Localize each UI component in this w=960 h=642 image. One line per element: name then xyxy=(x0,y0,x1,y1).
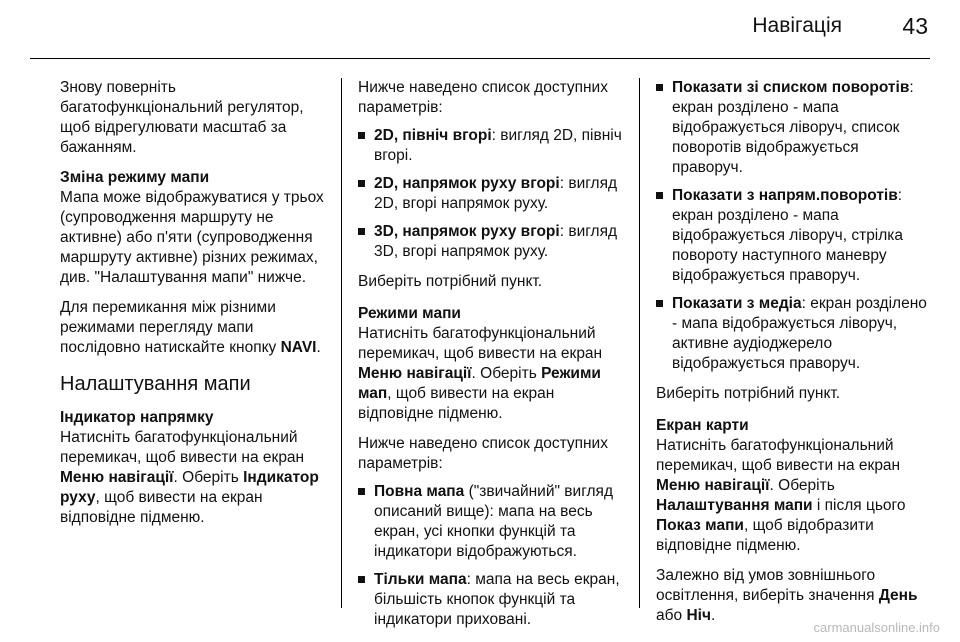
text-run: Натисніть багатофункціональний перемикач, щоб вивести на екран xyxy=(656,437,901,474)
options-list-split-views xyxy=(656,78,932,374)
bullet-square-icon xyxy=(358,180,365,187)
text-run: ("звичайний" вигляд описаний вище): мапа на весь екран, усі кнопки функцій та індикатори відображуються. xyxy=(374,483,613,560)
paragraph: Виберіть потрібний пункт. xyxy=(656,385,841,402)
page-title: Навігація xyxy=(752,14,842,37)
list-item xyxy=(656,186,932,286)
bullet-square-icon xyxy=(656,192,663,199)
bold-term: 3D, напрямок руху вгорі xyxy=(374,223,560,240)
bold-term: Меню навігації xyxy=(60,469,174,486)
bullet-square-icon xyxy=(358,576,365,583)
subheading-map-modes: Режими мапи xyxy=(358,305,461,322)
text-run: , щоб вивести на екран відповідне підменю. xyxy=(60,489,263,526)
column-divider-2 xyxy=(639,78,640,608)
text-run: . Оберіть xyxy=(769,477,835,494)
text-run: Залежно від умов зовнішнього освітлення, виберіть значення xyxy=(656,567,879,604)
bold-term: Показати зі списком поворотів xyxy=(672,79,910,96)
section-heading-map-settings: Налаштування мапи xyxy=(60,373,251,395)
list-item xyxy=(358,174,630,214)
text-run: : вигляд 2D, вгорі напрямок руху. xyxy=(374,175,618,212)
bold-term: 2D, напрямок руху вгорі xyxy=(374,175,560,192)
text-column-2 xyxy=(358,78,630,640)
paragraph xyxy=(358,324,630,424)
bold-term: Індикатор руху xyxy=(60,469,319,506)
text-column-3 xyxy=(656,78,932,636)
bold-term: Меню навігації xyxy=(358,365,472,382)
options-list-orientation xyxy=(358,126,630,262)
text-run: : мапа на весь екран, більшість кнопок функцій та індикатори приховані. xyxy=(374,571,620,628)
options-list-map-modes xyxy=(358,482,630,630)
paragraph: Нижче наведено список доступних параметрів: xyxy=(358,435,608,472)
bold-term: День xyxy=(878,587,918,604)
paragraph: Виберіть потрібний пункт. xyxy=(358,273,543,290)
bold-term: Показати з медіа xyxy=(672,295,802,312)
list-item xyxy=(358,222,630,262)
bold-term: Показати з напрям.поворотів xyxy=(672,187,898,204)
subheading-direction-indicator: Індикатор напрямку xyxy=(60,409,214,426)
text-run: : екран розділено - мапа відображується ліворуч, список поворотів відображується праворуч. xyxy=(672,79,914,176)
bold-term: 2D, північ вгорі xyxy=(374,127,492,144)
text-column-1 xyxy=(60,78,332,538)
text-run: або xyxy=(656,607,687,624)
bold-term: Режими мап xyxy=(358,365,601,402)
text-run: , щоб вивести на екран відповідне підменю. xyxy=(358,385,555,422)
list-item xyxy=(358,570,630,630)
text-run: . xyxy=(316,339,321,356)
bullet-square-icon xyxy=(656,84,663,91)
text-run: Для перемикання між різними режимами перегляду мапи послідовно натискайте кнопку xyxy=(60,299,281,356)
text-run: . Оберіть xyxy=(173,469,244,486)
bullet-square-icon xyxy=(358,488,365,495)
paragraph: Нижче наведено список доступних параметрів: xyxy=(358,79,608,116)
bold-term: NAVI xyxy=(280,339,317,356)
bullet-square-icon xyxy=(358,132,365,139)
text-run: : вигляд 3D, вгорі напрямок руху. xyxy=(374,223,618,260)
paragraph xyxy=(60,298,332,358)
bold-term: Показ мапи xyxy=(656,517,744,534)
list-item xyxy=(656,78,932,178)
subheading-map-screen: Екран карти xyxy=(656,417,749,434)
text-run: Натисніть багатофункціональний перемикач, щоб вивести на екран xyxy=(358,325,603,362)
text-run: : екран розділено - мапа відображується ліворуч, активне аудіоджерело відображується праворуч. xyxy=(672,295,927,372)
text-run: . Оберіть xyxy=(471,365,542,382)
bold-term: Повна мапа xyxy=(374,483,465,500)
bullet-square-icon xyxy=(358,228,365,235)
paragraph xyxy=(656,566,932,626)
list-item xyxy=(358,482,630,562)
watermark: carmanualsonline.info xyxy=(813,620,940,635)
text-run: : вигляд 2D, північ вгорі. xyxy=(374,127,622,164)
text-run: , щоб відобразити відповідне підменю. xyxy=(656,517,874,554)
text-run: . xyxy=(710,607,716,624)
bold-term: Меню навігації xyxy=(656,477,770,494)
text-run: і після цього xyxy=(812,497,906,514)
bold-term: Налаштування мапи xyxy=(656,497,813,514)
column-divider-1 xyxy=(341,78,342,608)
subheading-map-mode-change: Зміна режиму мапи xyxy=(60,169,210,186)
paragraph xyxy=(656,436,932,556)
list-item xyxy=(656,294,932,374)
bold-term: Ніч xyxy=(686,607,711,624)
paragraph: Мапа може відображуватися у трьох (супроводження маршруту не активне) або п'яти (супроводження маршруту активне) різних режимах, див. "Налаштування мапи" нижче. xyxy=(60,189,324,286)
text-run: : екран розділено - мапа відображується ліворуч, стрілка повороту наступного маневру відображується праворуч. xyxy=(672,187,904,284)
bold-term: Тільки мапа xyxy=(374,571,467,588)
paragraph xyxy=(60,428,332,528)
header-divider xyxy=(30,58,930,59)
bullet-square-icon xyxy=(656,300,663,307)
paragraph: Знову поверніть багатофункціональний регулятор, щоб відрегулювати масштаб за бажанням. xyxy=(60,79,304,156)
list-item xyxy=(358,126,630,166)
page-number: 43 xyxy=(902,13,928,39)
text-run: Натисніть багатофункціональний перемикач, щоб вивести на екран xyxy=(60,429,305,466)
